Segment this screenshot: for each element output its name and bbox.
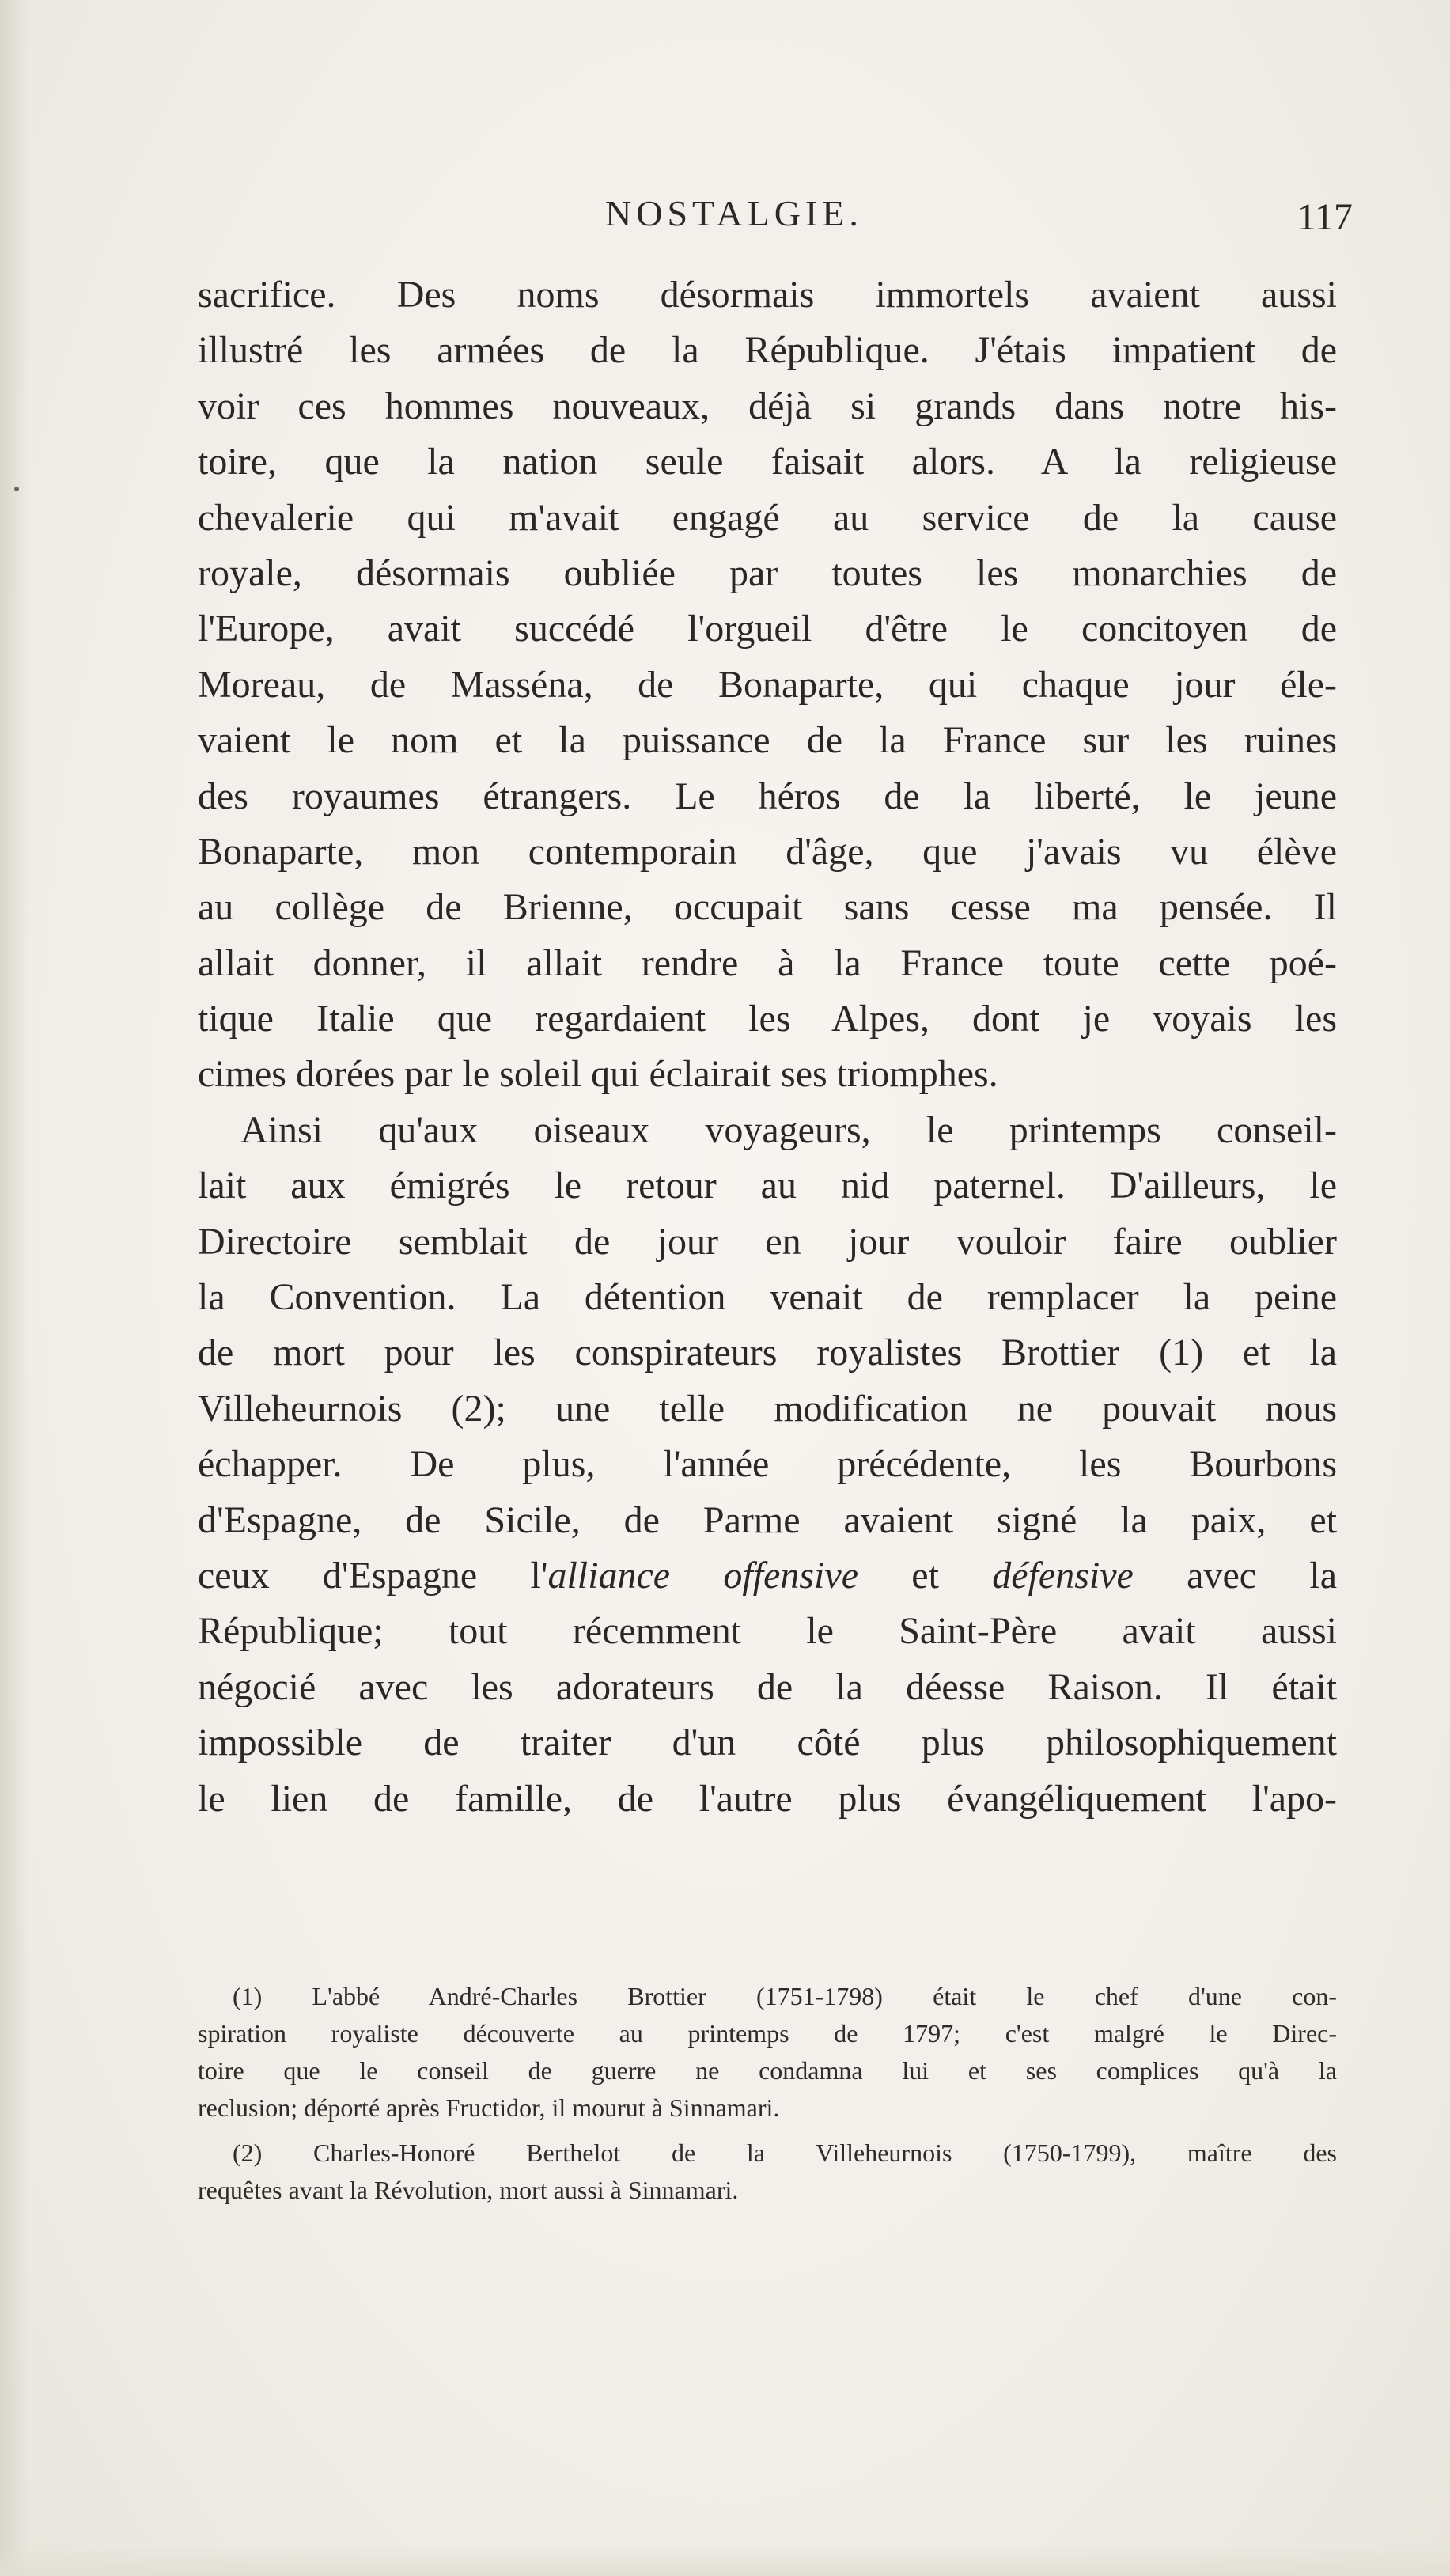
footnote-line: (2) Charles-Honoré Berthelot de la Villeheurnois (1750-1799), maître des [233, 2138, 1337, 2167]
text-line: la Convention. La détention venait de remplacer la peine [198, 1276, 1337, 1319]
text-line: toire, que la nation seule faisait alors. A la religieuse [198, 441, 1337, 483]
page-edge-shadow [0, 2544, 1450, 2576]
running-title: NOSTALGIE. [605, 193, 863, 233]
text-line: Ainsi qu'aux oiseaux voyageurs, le printemps conseil- [240, 1108, 1337, 1151]
footnote-line: toire que le conseil de guerre ne condamna lui et ses complices qu'à la [198, 2056, 1337, 2085]
text-line: Moreau, de Masséna, de Bonaparte, qui chaque jour éle- [198, 663, 1337, 706]
footnote-2 [198, 2135, 1337, 2209]
text-line-with-italics [198, 1548, 1337, 1604]
text-line: échapper. De plus, l'année précédente, les Bourbons [198, 1443, 1337, 1486]
margin-mark [14, 487, 19, 491]
footnote-line: reclusion; déporté après Fructidor, il mourut à Sinnamari. [198, 2093, 780, 2122]
text-run: et [858, 1554, 993, 1597]
text-line: de mort pour les conspirateurs royalistes Brottier (1) et la [198, 1332, 1337, 1374]
footnotes [198, 1978, 1337, 2217]
footnote-line: (1) L'abbé André-Charles Brottier (1751-1798) était le chef d'une con- [233, 1982, 1337, 2010]
text-line: au collège de Brienne, occupait sans cesse ma pensée. Il [198, 886, 1337, 929]
text-run: avec la [1133, 1554, 1338, 1597]
text-line: Villeheurnois (2); une telle modification ne pouvait nous [198, 1387, 1337, 1430]
body-text [198, 267, 1337, 1827]
text-line: voir ces hommes nouveaux, déjà si grands dans notre his- [198, 385, 1337, 427]
text-line: Bonaparte, mon contemporain d'âge, que j'avais vu élève [198, 830, 1337, 873]
text-line: cimes dorées par le soleil qui éclairait ses triomphes. [198, 1053, 998, 1096]
text-line: le lien de famille, de l'autre plus évangéliquement l'apo- [198, 1777, 1337, 1820]
text-line: Directoire semblait de jour en jour vouloir faire oublier [198, 1220, 1337, 1263]
text-run: ceux d'Espagne l' [198, 1554, 548, 1597]
italic-run: alliance offensive [547, 1554, 858, 1597]
text-line: République; tout récemment le Saint-Père avait aussi [198, 1610, 1337, 1653]
text-line: impossible de traiter d'un côté plus philosophiquement [198, 1722, 1337, 1764]
text-line: royale, désormais oubliée par toutes les monarchies de [198, 551, 1337, 594]
page-number: 117 [1297, 196, 1353, 238]
text-line: vaient le nom et la puissance de la France sur les ruines [198, 719, 1337, 762]
text-line: tique Italie que regardaient les Alpes, dont je voyais les [198, 998, 1337, 1040]
footnote-line: requêtes avant la Révolution, mort aussi à Sinnamari. [198, 2176, 739, 2204]
footnote-1 [198, 1978, 1337, 2127]
footnote-line: spiration royaliste découverte au printemps de 1797; c'est malgré le Direc- [198, 2019, 1337, 2048]
running-head [95, 192, 1353, 240]
text-line: d'Espagne, de Sicile, de Parme avaient signé la paix, et [198, 1498, 1337, 1541]
text-line: négocié avec les adorateurs de la déesse Raison. Il était [198, 1665, 1337, 1708]
text-line: sacrifice. Des noms désormais immortels avaient aussi [198, 274, 1337, 316]
text-line: des royaumes étrangers. Le héros de la liberté, le jeune [198, 775, 1337, 817]
text-line: allait donner, il allait rendre à la France toute cette poé- [198, 941, 1337, 984]
text-line: l'Europe, avait succédé l'orgueil d'être le concitoyen de [198, 608, 1337, 650]
text-line: illustré les armées de la République. J'étais impatient de [198, 329, 1337, 372]
text-line: chevalerie qui m'avait engagé au service de la cause [198, 496, 1337, 539]
gutter-shadow [0, 0, 28, 2576]
text-line: lait aux émigrés le retour au nid paternel. D'ailleurs, le [198, 1165, 1337, 1207]
italic-run: défensive [992, 1554, 1134, 1597]
